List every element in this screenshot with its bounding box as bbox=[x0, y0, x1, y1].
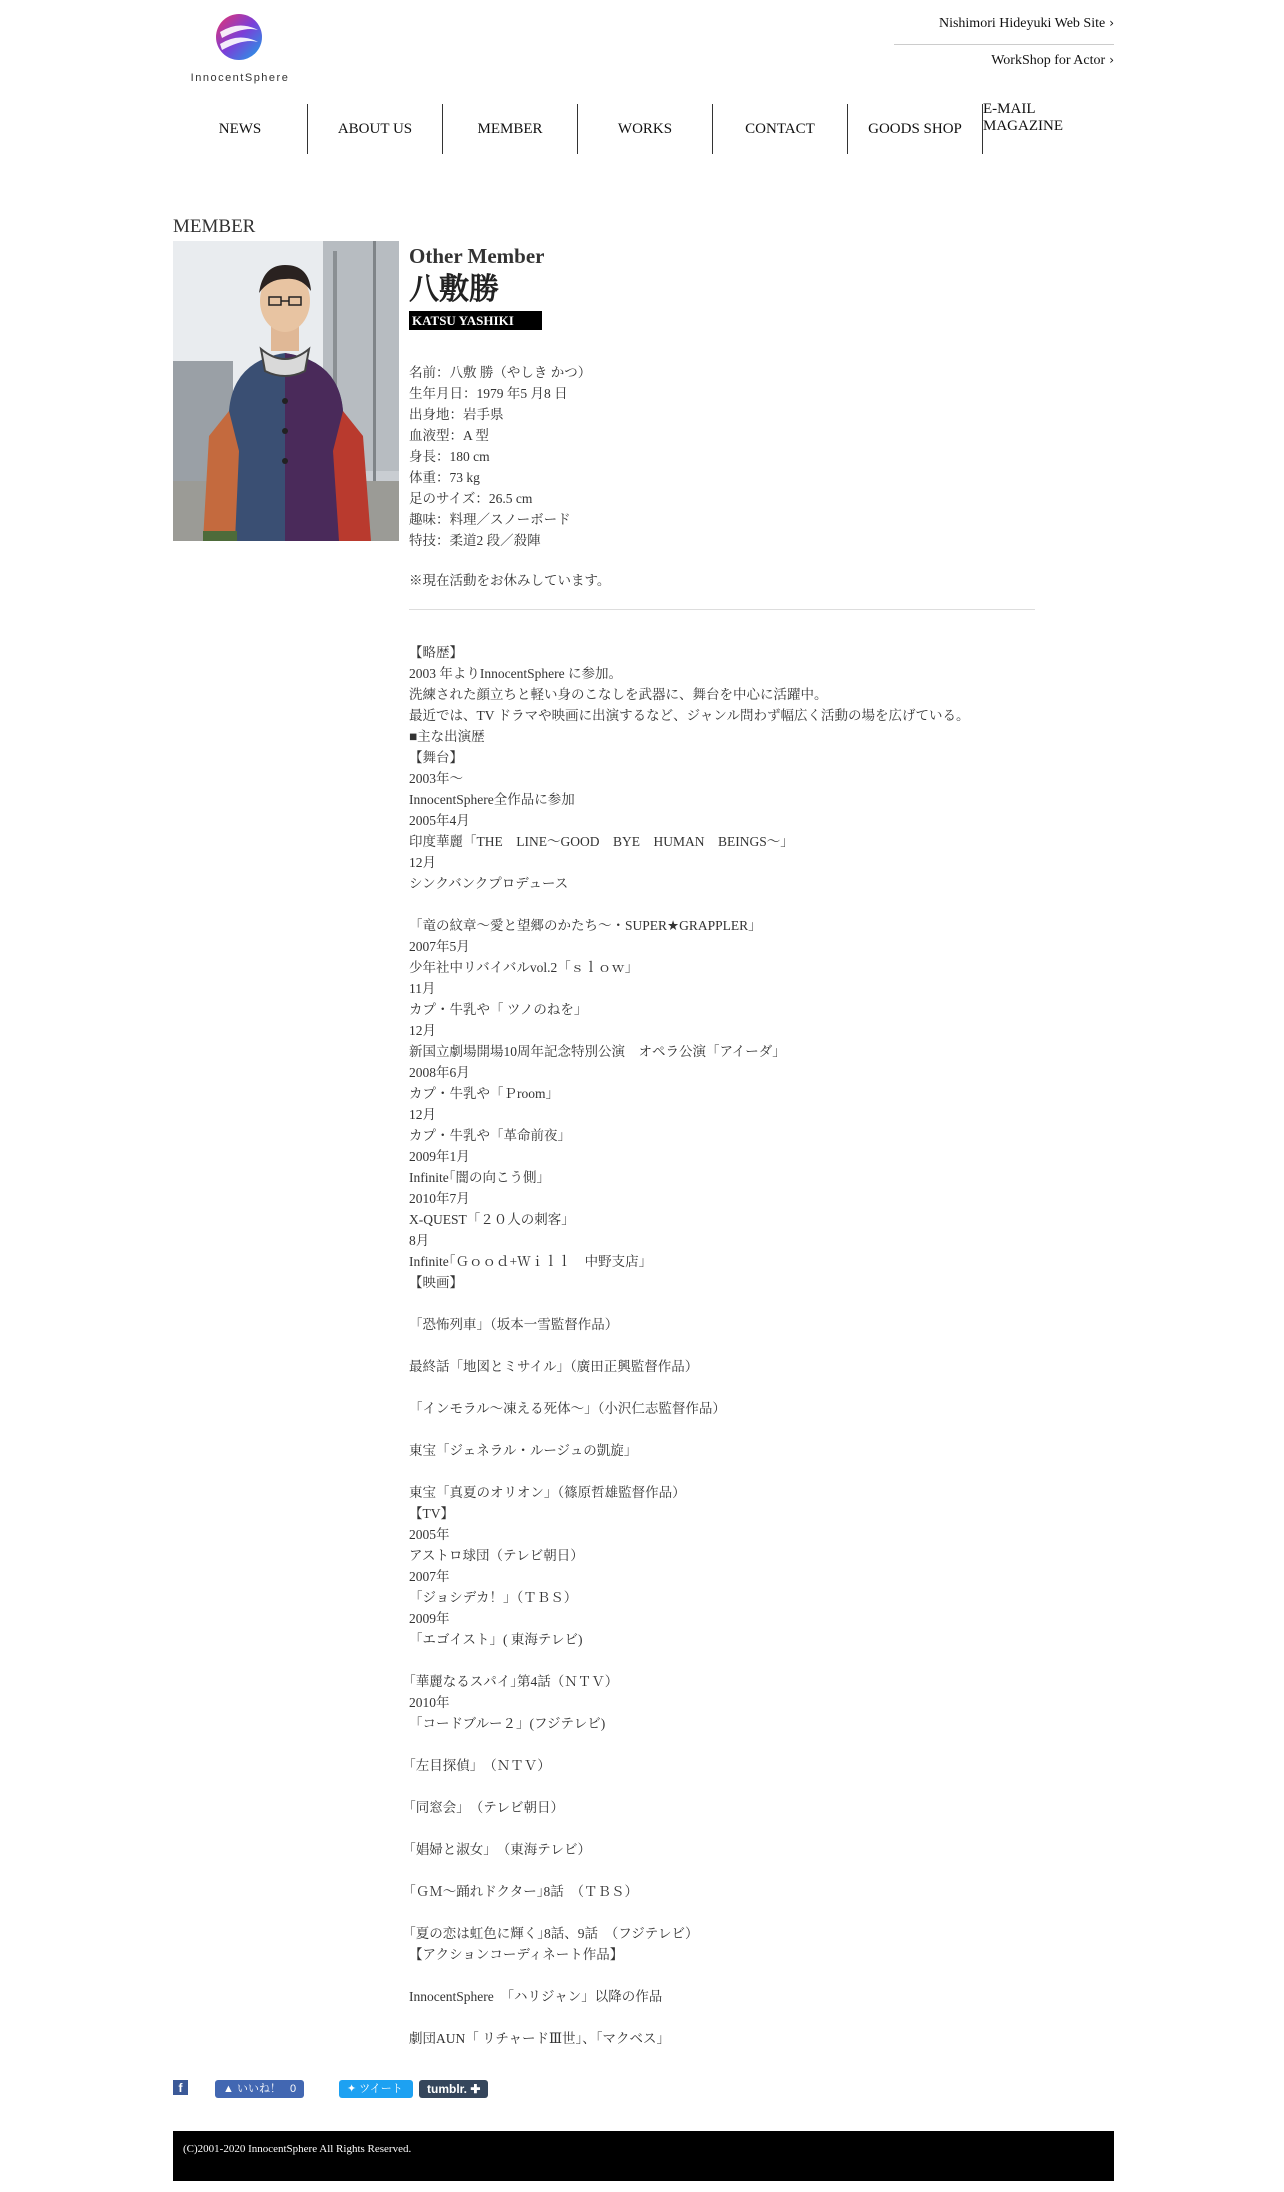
profile-line: 生年月日：1979 年5 月8 日 bbox=[409, 386, 568, 401]
career-line: 洗練された顔立ちと軽い身のこなしを武器に、舞台を中心に活躍中。 bbox=[409, 687, 828, 702]
profile-line: 身長：180 cm bbox=[409, 449, 490, 464]
site-logo[interactable] bbox=[184, 12, 296, 88]
career-line bbox=[409, 1461, 1049, 1482]
profile-line: 血液型：A 型 bbox=[409, 428, 489, 443]
career-line: 2010年7月 bbox=[409, 1191, 470, 1206]
facebook-like-button[interactable] bbox=[215, 2080, 304, 2098]
profile-line: 出身地：岩手県 bbox=[409, 407, 504, 422]
top-links bbox=[894, 14, 1114, 75]
career-line: InnocentSphere 「ハリジャン」以降の作品 bbox=[409, 1989, 663, 2004]
like-label: いいね！ bbox=[236, 2083, 281, 2095]
career-line: 2005年4月 bbox=[409, 813, 470, 828]
career-line bbox=[409, 1818, 1049, 1839]
career-line: 2007年5月 bbox=[409, 939, 470, 954]
nav-about-us[interactable]: ABOUT US bbox=[337, 120, 413, 137]
career-line: 東宝「ジェネラル・ルージュの凱旋」 bbox=[409, 1443, 638, 1458]
career-line bbox=[409, 1335, 1049, 1356]
career-line bbox=[409, 894, 1049, 915]
chevron-right-icon: › bbox=[1109, 53, 1114, 67]
career-line: ｢華麗なるスパイ｣第4話（ＮＴＶ） bbox=[409, 1674, 619, 1689]
career-line bbox=[409, 1776, 1049, 1797]
profile-line: 体重：73 kg bbox=[409, 470, 480, 485]
career-line: ｢ＧＭ～踊れドクター｣8話 （ＴＢＳ） bbox=[409, 1884, 638, 1899]
career-line: ｢左目探偵｣ （ＮＴＶ） bbox=[409, 1758, 551, 1773]
thumbs-up-icon: ▲ bbox=[223, 2083, 234, 2095]
career-line bbox=[409, 1419, 1049, 1440]
career-line: 少年社中リバイバルvol.2「ｓｌｏｗ」 bbox=[409, 960, 639, 975]
career-line: 【映画】 bbox=[409, 1275, 463, 1290]
career-line: 最近では、TV ドラマや映画に出演するなど、ジャンル問わず幅広く活動の場を広げている。 bbox=[409, 708, 970, 723]
career-line: 2005年 bbox=[409, 1527, 450, 1542]
career-line: 11月 bbox=[409, 981, 436, 996]
career-line: 8月 bbox=[409, 1233, 430, 1248]
tumblr-button[interactable] bbox=[419, 2080, 488, 2098]
site-footer bbox=[173, 2131, 1114, 2181]
profile-line: 趣味：料理／スノーボード bbox=[409, 512, 571, 527]
career-line bbox=[409, 1377, 1049, 1398]
career-line bbox=[409, 1734, 1049, 1755]
nishimori-site-link[interactable] bbox=[894, 14, 1114, 38]
career-line: ■主な出演歴 bbox=[409, 729, 485, 744]
member-photo bbox=[173, 241, 399, 541]
link-label: Nishimori Hideyuki Web Site bbox=[938, 16, 1106, 31]
career-line: 【舞台】 bbox=[409, 750, 463, 765]
tumblr-label: tumblr. bbox=[427, 2082, 468, 2096]
career-line: 【アクションコーディネート作品】 bbox=[409, 1947, 624, 1962]
career-line: 「コードブルー２」(フジテレビ) bbox=[409, 1716, 606, 1731]
career-line: 2003 年よりInnocentSphere に参加。 bbox=[409, 666, 622, 681]
career-line: アストロ球団（テレビ朝日） bbox=[409, 1548, 584, 1563]
twitter-bird-icon: ✦ bbox=[347, 2083, 357, 2095]
member-content bbox=[409, 240, 1049, 2049]
tweet-button[interactable] bbox=[339, 2080, 413, 2098]
career-line: 2008年6月 bbox=[409, 1065, 470, 1080]
career-line: 東宝「真夏のオリオン」（篠原哲雄監督作品） bbox=[409, 1485, 686, 1500]
chevron-right-icon: › bbox=[1109, 16, 1114, 30]
career-line bbox=[409, 1293, 1049, 1314]
career-line: ｢娼婦と淑女｣ （東海テレビ） bbox=[409, 1842, 591, 1857]
career-line: 「ジョシデカ！」（ＴＢＳ） bbox=[409, 1590, 578, 1605]
member-profile bbox=[409, 362, 1049, 551]
profile-line: 特技：柔道2 段／殺陣 bbox=[409, 533, 541, 548]
workshop-link[interactable] bbox=[894, 44, 1114, 75]
career-line: 最終話「地図とミサイル」（廣田正興監督作品） bbox=[409, 1359, 699, 1374]
member-name-en: KATSU YASHIKI bbox=[409, 311, 542, 330]
career-line: 12月 bbox=[409, 1107, 436, 1122]
nav-works[interactable]: WORKS bbox=[617, 120, 673, 137]
career-line: カプ・牛乳や「革命前夜」 bbox=[409, 1128, 571, 1143]
career-line: 2003年～ bbox=[409, 771, 463, 786]
career-line: 新国立劇場開場10周年記念特別公演 オペラ公演「アイーダ」 bbox=[409, 1044, 786, 1059]
career-line: 2009年1月 bbox=[409, 1149, 470, 1164]
logo-text: InnocentSphere bbox=[190, 72, 290, 84]
career-line: 「インモラル～凍える死体～」（小沢仁志監督作品） bbox=[409, 1401, 726, 1416]
career-line: 12月 bbox=[409, 1023, 436, 1038]
career-line bbox=[409, 1860, 1049, 1881]
main-nav bbox=[173, 101, 1113, 154]
career-line: InnocentSphere全作品に参加 bbox=[409, 792, 575, 807]
career-line: カプ・牛乳や「 ツノのねを」 bbox=[409, 1002, 588, 1017]
career-line: Infinite｢闇の向こう側｣ bbox=[409, 1170, 544, 1185]
career-line: 「竜の紋章～愛と望郷のかたち～・SUPER★GRAPPLER」 bbox=[409, 918, 762, 933]
career-line bbox=[409, 2007, 1049, 2028]
career-line: 12月 bbox=[409, 855, 436, 870]
social-buttons bbox=[173, 2080, 773, 2102]
member-career bbox=[409, 642, 1049, 2049]
career-line: 【TV】 bbox=[409, 1506, 454, 1521]
nav-news[interactable]: NEWS bbox=[218, 120, 262, 137]
career-line: 【略歴】 bbox=[409, 645, 463, 660]
career-line: カプ・牛乳や「Ｐroom」 bbox=[409, 1086, 559, 1101]
career-line bbox=[409, 1650, 1049, 1671]
career-line bbox=[409, 1965, 1049, 1986]
career-line bbox=[409, 1902, 1049, 1923]
career-line: 「恐怖列車」（坂本一雪監督作品） bbox=[409, 1317, 619, 1332]
profile-line: 名前：八敷 勝（やしき かつ） bbox=[409, 365, 592, 380]
career-line: 劇団AUN「 リチャードⅢ世」、「マクベス」 bbox=[409, 2031, 670, 2046]
career-line: ｢同窓会｣ （テレビ朝日） bbox=[409, 1800, 564, 1815]
facebook-icon[interactable]: f bbox=[173, 2080, 188, 2095]
content-divider bbox=[409, 609, 1035, 610]
nav-member[interactable]: MEMBER bbox=[477, 120, 543, 137]
copyright-text: (C)2001-2020 InnocentSphere All Rights Reserved. bbox=[183, 2143, 412, 2155]
career-line: 「エゴイスト」( 東海テレビ) bbox=[409, 1632, 583, 1647]
career-line: 2009年 bbox=[409, 1611, 450, 1626]
career-line: 2007年 bbox=[409, 1569, 450, 1584]
like-count: 0 bbox=[290, 2083, 297, 2095]
profile-line: 足のサイズ：26.5 cm bbox=[409, 491, 533, 506]
plus-icon: ✚ bbox=[470, 2082, 481, 2096]
nav-contact[interactable]: CONTACT bbox=[745, 120, 815, 137]
career-line: 印度華麗「THE LINE～GOOD BYE HUMAN BEINGS～」 bbox=[409, 834, 794, 849]
career-line: 2010年 bbox=[409, 1695, 450, 1710]
tweet-label: ツイート bbox=[359, 2083, 403, 2095]
member-name-jp: 八敷勝 bbox=[409, 272, 499, 307]
career-line: Infinite｢Ｇｏｏｄ+Ｗｉｌｌ 中野支店｣ bbox=[409, 1254, 646, 1269]
section-title: MEMBER bbox=[173, 216, 256, 237]
link-label: WorkShop for Actor bbox=[991, 53, 1106, 68]
activity-note: ※現在活動をお休みしています。 bbox=[409, 573, 611, 588]
nav-goods-shop[interactable]: GOODS SHOP bbox=[868, 120, 962, 137]
career-line: ｢夏の恋は虹色に輝く｣8話、9話 （フジテレビ） bbox=[409, 1926, 699, 1941]
career-line: シンクバンクプロデュース bbox=[409, 876, 569, 891]
career-line: X-QUEST「２０人の刺客」 bbox=[409, 1212, 575, 1227]
member-category: Other Member bbox=[409, 244, 545, 268]
sphere-logo-icon bbox=[214, 12, 264, 62]
nav-email-magazine[interactable]: E-MAIL MAGAZINE bbox=[983, 101, 1063, 134]
